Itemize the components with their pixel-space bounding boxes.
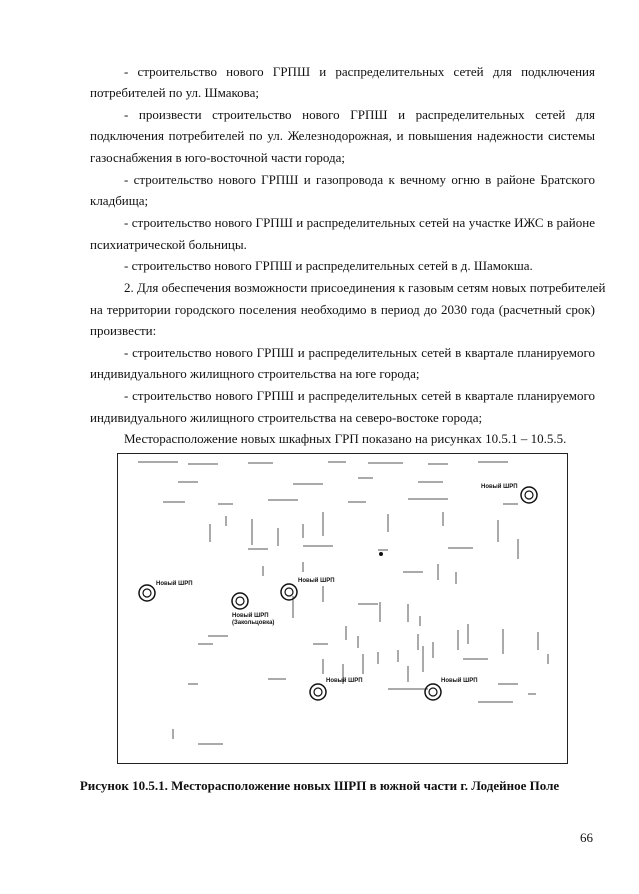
marker-sublabel: (Закольцовка) [232,620,275,626]
text-line: индивидуального жилищного строительства на северо-востоке города; [90,410,483,425]
text-line: - строительство нового ГРПШ и газопровода к вечному огню в районе Братского [124,172,595,187]
text-line: - строительство нового ГРПШ и распределительных сетей в д. Шамокша. [124,258,533,273]
marker-shrp-south-center [310,677,363,700]
marker-label: Новый ШРП [481,484,518,490]
text-line: газоснабжения в юго-восточной части города; [90,150,346,165]
marker-label: Новый ШРП [326,678,363,684]
marker-shrp-northeast [481,483,537,503]
text-line: Месторасположение новых шкафных ГРП показано на рисунках 10.5.1 – 10.5.5. [124,431,567,446]
marker-label: Новый ШРП [156,581,193,587]
text-line: на территории городского поселения необходимо в период до 2030 года (расчетный срок) [90,302,595,317]
text-line: - произвести строительство нового ГРПШ и распределительных сетей для [124,107,595,122]
text-line: потребителей по ул. Шмакова; [90,85,260,100]
marker-label: Новый ШРП [441,678,478,684]
marker-shrp-south-east [425,677,478,700]
map-drawing [118,454,567,763]
marker-label: Новый ШРП [232,613,269,619]
marker-shrp-west [139,580,193,601]
text-line: произвести: [90,323,157,338]
map-point [379,552,383,556]
text-line: - строительство нового ГРПШ и распределительных сетей в квартале планируемого [124,388,595,403]
figure-caption: Рисунок 10.5.1. Месторасположение новых ШРП в южной части г. Лодейное Поле [79,778,560,793]
marker-label: Новый ШРП [298,578,335,584]
text-line: психиатрической больницы. [90,237,247,252]
street-fragments [138,462,548,744]
text-line: индивидуального жилищного строительства на юге города; [90,366,420,381]
marker-shrp-central [281,577,335,600]
text-line: подключения потребителей по ул. Железнодорожная, и повышения надежности системы [90,128,595,143]
text-line: - строительство нового ГРПШ и распределительных сетей на участке ИЖС в районе [124,215,595,230]
marker-shrp-zakoltsovka [232,593,274,626]
text-line: - строительство нового ГРПШ и распределительных сетей в квартале планируемого [124,345,595,360]
map-figure [117,453,568,764]
text-line: - строительство нового ГРПШ и распределительных сетей для подключения [124,64,595,79]
text-line: 2. Для обеспечения возможности присоединения к газовым сетям новых потребителей [124,280,606,295]
page-number: 66 [580,830,593,845]
text-line: кладбища; [90,193,149,208]
